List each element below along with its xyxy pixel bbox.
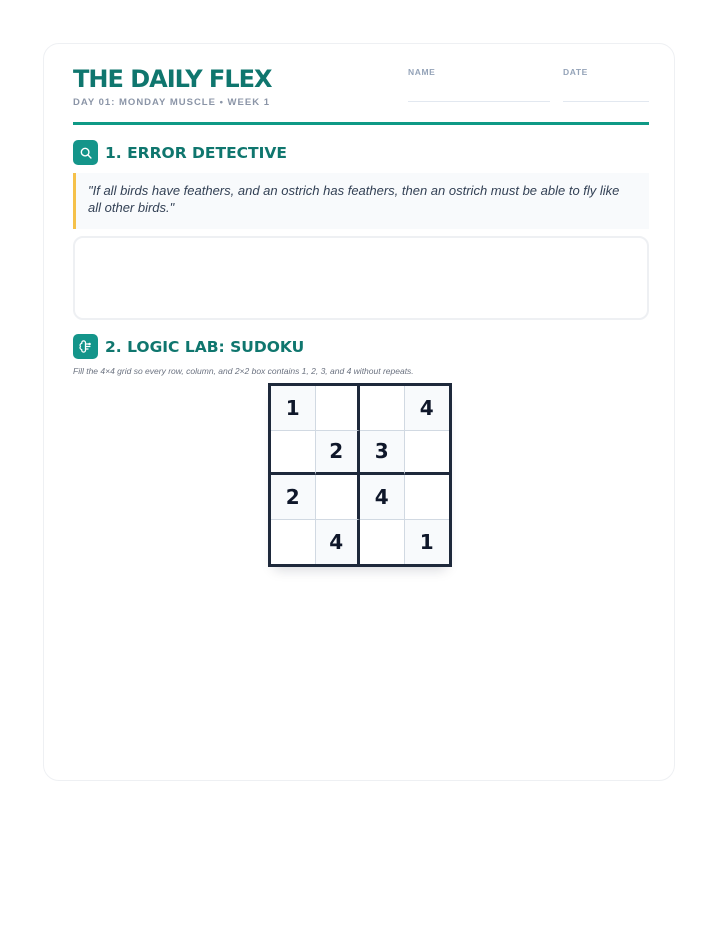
sudoku-cell-r4c2: 4	[316, 520, 361, 565]
sudoku-cell-r1c1: 1	[271, 386, 316, 431]
sudoku-cell-r3c1: 2	[271, 475, 316, 520]
date-line[interactable]	[563, 101, 649, 102]
sudoku-cell-r3c3: 4	[360, 475, 405, 520]
section-2-title: 2. LOGIC LAB: SUDOKU	[105, 338, 305, 356]
worksheet-page	[43, 43, 675, 781]
sudoku-instructions: Fill the 4×4 grid so every row, column, and 2×2 box contains 1, 2, 3, and 4 without repeats.	[73, 366, 414, 376]
section-1-title: 1. ERROR DETECTIVE	[105, 144, 287, 162]
date-label: DATE	[563, 67, 588, 77]
header-divider	[73, 122, 649, 125]
brain-icon	[73, 334, 98, 359]
sudoku-cell-r4c3[interactable]	[360, 520, 405, 565]
sudoku-cell-r2c1[interactable]	[271, 431, 316, 476]
sudoku-cell-r3c4[interactable]	[405, 475, 450, 520]
name-line[interactable]	[408, 101, 550, 102]
worksheet-subtitle: DAY 01: MONDAY MUSCLE • WEEK 1	[73, 97, 270, 108]
magnifier-icon	[73, 140, 98, 165]
section-logic-lab	[73, 334, 649, 360]
worksheet-title: THE DAILY FLEX	[73, 65, 272, 93]
section-error-detective	[73, 140, 649, 166]
error-answer-box[interactable]	[73, 236, 649, 320]
sudoku-cell-r2c3: 3	[360, 431, 405, 476]
sudoku-cell-r4c1[interactable]	[271, 520, 316, 565]
error-statement-quote: "If all birds have feathers, and an ostrich has feathers, then an ostrich must be able to fly like all other birds."	[73, 173, 649, 229]
sudoku-grid	[268, 383, 452, 567]
sudoku-cell-r1c4: 4	[405, 386, 450, 431]
sudoku-cell-r1c3[interactable]	[360, 386, 405, 431]
sudoku-cell-r3c2[interactable]	[316, 475, 361, 520]
sudoku-cell-r2c4[interactable]	[405, 431, 450, 476]
name-label: NAME	[408, 67, 436, 77]
worksheet-header	[73, 64, 649, 128]
sudoku-cell-r4c4: 1	[405, 520, 450, 565]
sudoku-cell-r1c2[interactable]	[316, 386, 361, 431]
date-field[interactable]	[563, 67, 588, 77]
sudoku-cell-r2c2: 2	[316, 431, 361, 476]
name-field[interactable]	[408, 67, 435, 77]
